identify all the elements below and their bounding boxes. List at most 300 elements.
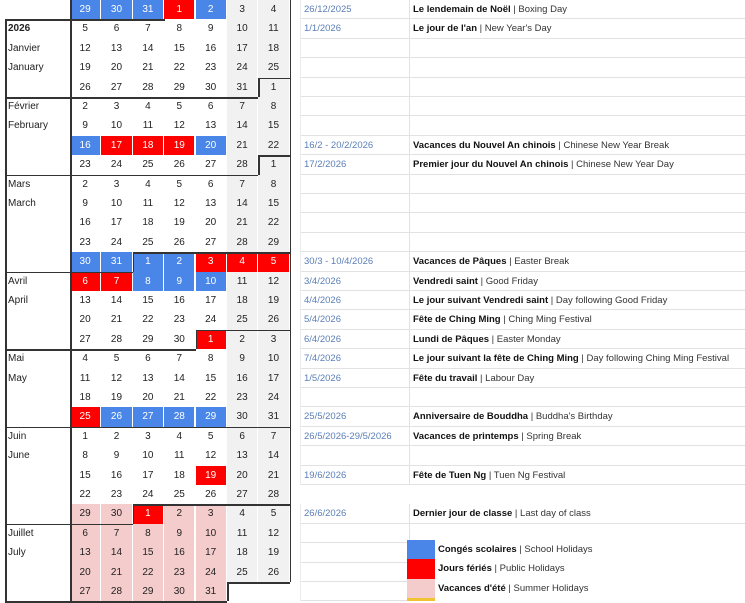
day-cell[interactable]: 16: [173, 295, 185, 306]
day-cell[interactable]: 19: [196, 466, 226, 485]
day-cell[interactable]: 18: [258, 39, 288, 58]
day-cell[interactable]: 14: [227, 116, 257, 135]
day-cell[interactable]: 17: [196, 543, 226, 562]
day-cell[interactable]: 18: [79, 392, 91, 403]
day-cell[interactable]: 22: [258, 136, 288, 155]
day-cell[interactable]: 21: [173, 392, 185, 403]
legend-item: [407, 579, 745, 598]
month-border-horizontal: [133, 504, 290, 506]
day-cell[interactable]: 9: [164, 524, 194, 543]
day-cell[interactable]: 9: [227, 349, 257, 368]
day-cell[interactable]: 10: [110, 120, 123, 132]
day-cell[interactable]: 16: [79, 217, 91, 229]
day-cell[interactable]: 14: [227, 194, 257, 213]
day-cell[interactable]: 16: [227, 369, 257, 388]
day-cell[interactable]: 21: [258, 466, 288, 485]
event-date: 4/4/2026: [300, 291, 410, 310]
day-cell[interactable]: 14: [142, 42, 154, 54]
day-cell[interactable]: 24: [205, 314, 217, 326]
day-cell[interactable]: 1: [164, 0, 194, 19]
day-cell[interactable]: 9: [164, 272, 194, 291]
day-cell[interactable]: 27: [70, 582, 100, 601]
day-cell[interactable]: 25: [258, 58, 288, 77]
day-cell[interactable]: 28: [164, 407, 194, 426]
event-row: [300, 543, 407, 562]
day-cell[interactable]: 4: [227, 252, 257, 271]
day-cell[interactable]: 31: [196, 582, 226, 601]
event-description: [413, 427, 581, 446]
day-cell[interactable]: 30: [173, 333, 185, 345]
event-date: 26/12/2025: [300, 0, 410, 19]
day-cell[interactable]: 23: [164, 563, 194, 582]
separator: |: [516, 544, 525, 555]
day-cell[interactable]: 6: [145, 353, 151, 365]
day-cell[interactable]: 6: [70, 272, 100, 291]
day-cell[interactable]: 8: [133, 524, 163, 543]
event-description: [413, 349, 729, 368]
calendar-week-row: [0, 233, 290, 252]
calendar-week-row: [0, 524, 290, 543]
calendar-week-row: [0, 582, 290, 601]
day-cell[interactable]: 23: [205, 62, 217, 74]
day-cell[interactable]: 24: [110, 159, 123, 171]
event-date: [300, 58, 410, 77]
event-description: [413, 330, 561, 349]
day-cell[interactable]: 8: [258, 97, 288, 116]
day-cell[interactable]: 26: [173, 159, 185, 171]
day-cell[interactable]: 28: [110, 333, 123, 345]
day-cell[interactable]: 6: [207, 101, 214, 112]
day-cell[interactable]: 31: [258, 407, 288, 426]
day-cell[interactable]: 5: [207, 430, 214, 442]
day-cell[interactable]: 8: [176, 23, 183, 35]
day-cell[interactable]: 18: [173, 469, 185, 481]
day-cell[interactable]: 27: [79, 333, 91, 345]
day-cell[interactable]: 23: [110, 489, 123, 500]
day-cell[interactable]: 30: [101, 0, 131, 19]
day-cell[interactable]: 26: [101, 407, 131, 426]
day-cell[interactable]: 16: [70, 136, 100, 155]
event-description: [413, 252, 569, 271]
day-cell[interactable]: 8: [258, 175, 288, 194]
event-date: [300, 213, 410, 232]
event-date: 16/2 - 20/2/2026: [300, 136, 410, 155]
day-cell[interactable]: 6: [113, 23, 120, 35]
day-cell[interactable]: 29: [196, 407, 226, 426]
day-cell[interactable]: 25: [227, 563, 257, 582]
day-cell[interactable]: 4: [145, 101, 151, 112]
day-cell[interactable]: 10: [227, 19, 257, 38]
event-description: [413, 466, 565, 485]
day-cell[interactable]: 20: [205, 217, 217, 229]
day-cell[interactable]: 23: [79, 159, 91, 171]
day-cell[interactable]: 22: [133, 563, 163, 582]
day-cell[interactable]: 18: [227, 543, 257, 562]
month-label: Mars: [8, 178, 31, 190]
day-cell[interactable]: 6: [227, 427, 257, 446]
month-border-horizontal: [5, 175, 258, 177]
day-cell[interactable]: 29: [258, 233, 288, 252]
day-cell[interactable]: 2: [82, 101, 88, 112]
day-cell[interactable]: 20: [196, 136, 226, 155]
legend-swatch: [407, 540, 435, 559]
day-cell[interactable]: 21: [227, 213, 257, 232]
day-cell[interactable]: 28: [142, 81, 154, 93]
day-cell[interactable]: 2: [164, 504, 194, 523]
day-cell[interactable]: 24: [110, 236, 123, 248]
day-cell[interactable]: 25: [227, 310, 257, 329]
separator: |: [477, 275, 486, 287]
day-cell[interactable]: 27: [133, 407, 163, 426]
legend-swatch: [407, 559, 435, 578]
day-cell[interactable]: 19: [258, 291, 288, 310]
month-label: May: [8, 372, 27, 384]
day-cell[interactable]: 7: [227, 175, 257, 194]
day-cell[interactable]: 1: [82, 430, 88, 442]
month-label: Février: [8, 101, 40, 112]
day-cell[interactable]: 22: [173, 62, 185, 74]
day-cell[interactable]: 3: [227, 0, 257, 19]
day-cell[interactable]: 25: [142, 236, 154, 248]
day-cell[interactable]: 26: [79, 81, 91, 93]
day-cell[interactable]: 29: [70, 504, 100, 523]
day-cell[interactable]: 26: [205, 489, 217, 500]
day-cell[interactable]: 1: [133, 504, 163, 523]
separator: |: [491, 563, 500, 575]
day-cell[interactable]: 14: [258, 446, 288, 465]
day-cell[interactable]: 19: [110, 392, 123, 403]
day-cell[interactable]: 8: [207, 353, 214, 365]
day-cell[interactable]: 19: [164, 136, 194, 155]
month-label: July: [8, 547, 26, 559]
day-cell[interactable]: 11: [174, 450, 185, 462]
day-cell[interactable]: 10: [196, 524, 226, 543]
day-cell[interactable]: 13: [227, 446, 257, 465]
day-cell[interactable]: 22: [79, 489, 91, 500]
day-cell[interactable]: 21: [101, 563, 131, 582]
day-cell[interactable]: 3: [113, 178, 120, 190]
day-cell[interactable]: 10: [142, 450, 154, 462]
event-name-en: Good Friday: [485, 275, 538, 287]
month-border-horizontal: [5, 272, 133, 274]
day-cell[interactable]: 28: [227, 155, 257, 174]
day-cell[interactable]: 25: [70, 407, 100, 426]
event-row: [300, 330, 745, 349]
event-name-en: Day following Good Friday: [555, 295, 668, 306]
legend-item: [407, 540, 745, 559]
legend-label: [438, 579, 588, 598]
day-cell[interactable]: 2: [196, 0, 226, 19]
day-cell[interactable]: 11: [142, 198, 154, 209]
day-cell[interactable]: 11: [227, 524, 257, 543]
day-cell[interactable]: 4: [82, 353, 88, 365]
event-description: [413, 291, 667, 310]
day-cell[interactable]: 15: [133, 543, 163, 562]
day-cell[interactable]: 20: [79, 314, 91, 326]
day-cell[interactable]: 20: [142, 392, 154, 403]
day-cell[interactable]: 26: [173, 236, 185, 248]
day-cell[interactable]: 19: [173, 217, 185, 229]
event-description: [413, 272, 538, 291]
day-cell[interactable]: 17: [110, 217, 123, 229]
day-cell[interactable]: 16: [164, 543, 194, 562]
event-description: [413, 369, 534, 388]
calendar-week-row: [0, 427, 290, 446]
day-cell[interactable]: 18: [227, 291, 257, 310]
day-cell[interactable]: 2: [113, 430, 120, 442]
day-cell[interactable]: 9: [113, 450, 120, 462]
day-cell[interactable]: 29: [173, 81, 185, 93]
event-row: [300, 310, 745, 329]
day-cell[interactable]: 10: [110, 198, 123, 209]
day-cell[interactable]: 25: [173, 489, 185, 500]
day-cell[interactable]: 11: [227, 272, 257, 291]
legend-label-fr: Congés scolaires: [438, 544, 517, 555]
day-cell[interactable]: 28: [101, 582, 131, 601]
day-cell[interactable]: 5: [258, 504, 288, 523]
day-cell[interactable]: 5: [258, 252, 288, 271]
day-cell[interactable]: 15: [205, 372, 217, 384]
day-cell[interactable]: 22: [142, 314, 154, 326]
day-cell[interactable]: 13: [205, 198, 217, 209]
day-cell[interactable]: 12: [110, 372, 123, 384]
day-cell[interactable]: 30: [227, 407, 257, 426]
month-border-horizontal: [196, 330, 290, 332]
month-border-horizontal: [258, 78, 290, 80]
event-row: [300, 19, 745, 38]
day-cell[interactable]: 13: [79, 295, 91, 306]
day-cell[interactable]: 30: [101, 504, 131, 523]
day-cell[interactable]: 23: [79, 236, 91, 248]
day-cell[interactable]: 27: [227, 485, 257, 504]
event-date: 6/4/2026: [300, 330, 410, 349]
day-cell[interactable]: 9: [82, 198, 88, 209]
day-cell[interactable]: 24: [258, 388, 288, 407]
month-label: June: [8, 450, 30, 462]
day-cell[interactable]: 8: [133, 272, 163, 291]
event-date: 17/2/2026: [300, 155, 410, 174]
event-row: [300, 58, 745, 77]
day-cell[interactable]: 13: [110, 42, 123, 54]
day-cell[interactable]: 25: [142, 159, 154, 171]
day-cell[interactable]: 27: [205, 236, 217, 248]
month-label: March: [8, 198, 36, 209]
event-date: [300, 543, 410, 562]
event-date: 26/5/2026-29/5/2026: [300, 427, 410, 446]
event-name-fr: Fête de Tuen Ng: [413, 469, 487, 481]
day-cell[interactable]: 10: [258, 349, 288, 368]
day-cell[interactable]: 3: [258, 330, 288, 349]
day-cell[interactable]: 4: [176, 430, 183, 442]
event-name-en: Easter Break: [514, 256, 570, 268]
event-date: [300, 97, 410, 116]
day-cell[interactable]: 14: [173, 372, 185, 384]
day-cell[interactable]: 22: [258, 213, 288, 232]
day-cell[interactable]: 1: [258, 78, 288, 97]
day-cell[interactable]: 4: [227, 504, 257, 523]
day-cell[interactable]: 5: [82, 23, 88, 35]
event-date: [300, 116, 410, 135]
day-cell[interactable]: 18: [142, 217, 154, 229]
event-date: 1/5/2026: [300, 369, 410, 388]
event-description: [413, 504, 591, 523]
day-cell[interactable]: 14: [110, 295, 123, 306]
day-cell[interactable]: 21: [142, 62, 154, 74]
day-cell[interactable]: 12: [79, 42, 91, 54]
day-cell[interactable]: 7: [176, 353, 183, 365]
day-cell[interactable]: 5: [176, 178, 183, 190]
day-cell[interactable]: 10: [196, 272, 226, 291]
event-name-en: Last day of class: [520, 508, 591, 520]
day-cell[interactable]: 17: [258, 369, 288, 388]
day-cell[interactable]: 11: [258, 19, 288, 38]
day-cell[interactable]: 4: [145, 178, 151, 190]
event-date: 1/1/2026: [300, 19, 410, 38]
day-cell[interactable]: 29: [70, 0, 100, 19]
day-cell[interactable]: 6: [207, 178, 214, 190]
day-cell[interactable]: 12: [205, 450, 217, 462]
month-border-horizontal: [133, 252, 290, 254]
day-cell[interactable]: 24: [196, 563, 226, 582]
day-cell[interactable]: 22: [205, 392, 217, 403]
day-cell[interactable]: 8: [82, 450, 88, 462]
day-cell[interactable]: 28: [227, 233, 257, 252]
calendar-week-row: [0, 136, 290, 155]
day-cell[interactable]: 24: [142, 489, 154, 500]
month-border-vertical: [290, 0, 292, 582]
day-cell[interactable]: 17: [227, 39, 257, 58]
day-cell[interactable]: 2: [164, 252, 194, 271]
day-cell[interactable]: 4: [258, 0, 288, 19]
day-cell[interactable]: 3: [145, 430, 151, 442]
day-cell[interactable]: 17: [101, 136, 131, 155]
day-cell[interactable]: 7: [101, 524, 131, 543]
day-cell[interactable]: 15: [258, 194, 288, 213]
day-cell[interactable]: 3: [196, 504, 226, 523]
event-row: [300, 349, 745, 368]
month-border-vertical: [70, 0, 72, 601]
day-cell[interactable]: 27: [110, 81, 123, 93]
day-cell[interactable]: 2: [227, 330, 257, 349]
day-cell[interactable]: 5: [176, 101, 183, 112]
day-cell[interactable]: 1: [196, 330, 226, 349]
day-cell[interactable]: 21: [227, 136, 257, 155]
day-cell[interactable]: 1: [133, 252, 163, 271]
event-row: [300, 78, 745, 97]
day-cell[interactable]: 15: [142, 295, 154, 306]
day-cell[interactable]: 13: [70, 543, 100, 562]
month-label: February: [8, 120, 49, 132]
event-name-fr: Fête du travail: [413, 372, 478, 384]
month-border-horizontal: [5, 524, 133, 526]
day-cell[interactable]: 17: [205, 295, 217, 306]
day-cell[interactable]: 24: [227, 58, 257, 77]
month-border-horizontal: [5, 349, 196, 351]
day-cell[interactable]: 11: [142, 120, 154, 132]
day-cell[interactable]: 13: [142, 372, 154, 384]
event-name-fr: Vacances du Nouvel An chinois: [413, 139, 556, 151]
day-cell[interactable]: 12: [173, 120, 185, 132]
month-border-vertical: [258, 78, 260, 97]
day-cell[interactable]: 20: [110, 62, 123, 74]
day-cell[interactable]: 6: [70, 524, 100, 543]
event-row: [300, 388, 745, 407]
day-cell[interactable]: 16: [205, 42, 217, 54]
day-cell[interactable]: 12: [173, 198, 185, 209]
day-cell[interactable]: 1: [258, 155, 288, 174]
day-cell[interactable]: 15: [173, 42, 185, 54]
day-cell[interactable]: 18: [133, 136, 163, 155]
day-cell[interactable]: 21: [110, 314, 123, 326]
day-cell[interactable]: 9: [207, 23, 214, 35]
month-border-vertical: [133, 504, 135, 523]
day-cell[interactable]: 13: [205, 120, 217, 132]
day-cell[interactable]: 7: [258, 427, 288, 446]
day-cell[interactable]: 29: [133, 582, 163, 601]
event-name-en: Boxing Day: [518, 4, 568, 15]
month-border-vertical: [258, 155, 260, 174]
event-name-en: New Year's Day: [484, 23, 552, 35]
event-description: [413, 19, 552, 38]
day-cell[interactable]: 9: [82, 120, 88, 132]
day-cell[interactable]: 26: [258, 563, 288, 582]
day-cell[interactable]: 12: [258, 524, 288, 543]
day-cell[interactable]: 14: [101, 543, 131, 562]
event-row: [300, 524, 407, 543]
calendar-week-row: [0, 485, 290, 504]
day-cell[interactable]: 5: [113, 353, 120, 365]
day-cell[interactable]: 26: [258, 310, 288, 329]
day-cell[interactable]: 16: [110, 469, 123, 481]
day-cell[interactable]: 23: [173, 314, 185, 326]
calendar-week-row: [0, 504, 290, 523]
day-cell[interactable]: 3: [113, 101, 120, 112]
day-cell[interactable]: 2: [82, 178, 88, 190]
separator: |: [555, 139, 564, 151]
day-cell[interactable]: 12: [258, 272, 288, 291]
day-cell[interactable]: 15: [79, 469, 91, 481]
day-cell[interactable]: 7: [101, 272, 131, 291]
separator: |: [578, 353, 587, 365]
day-cell[interactable]: 11: [79, 372, 91, 384]
day-cell[interactable]: 3: [196, 252, 226, 271]
day-cell[interactable]: 20: [227, 466, 257, 485]
day-cell[interactable]: 30: [70, 252, 100, 271]
event-name-fr: Fête de Ching Ming: [413, 314, 501, 326]
event-date: [300, 175, 410, 194]
day-cell[interactable]: 7: [145, 23, 151, 35]
day-cell[interactable]: 31: [227, 78, 257, 97]
day-cell[interactable]: 19: [79, 62, 91, 74]
day-cell[interactable]: 27: [205, 159, 217, 171]
day-cell[interactable]: 31: [101, 252, 131, 271]
day-cell[interactable]: 19: [258, 543, 288, 562]
day-cell[interactable]: 30: [205, 81, 217, 93]
day-cell[interactable]: 17: [142, 469, 154, 481]
day-cell[interactable]: 15: [258, 116, 288, 135]
day-cell[interactable]: 31: [133, 0, 163, 19]
day-cell[interactable]: 20: [70, 563, 100, 582]
day-cell[interactable]: 29: [142, 333, 154, 345]
legend-swatch: [407, 579, 435, 598]
event-row: [300, 39, 745, 58]
calendar-week-row: [0, 252, 290, 271]
day-cell[interactable]: 23: [227, 388, 257, 407]
day-cell[interactable]: 28: [258, 485, 288, 504]
day-cell[interactable]: 7: [227, 97, 257, 116]
day-cell[interactable]: 30: [164, 582, 194, 601]
event-description: [413, 407, 613, 426]
